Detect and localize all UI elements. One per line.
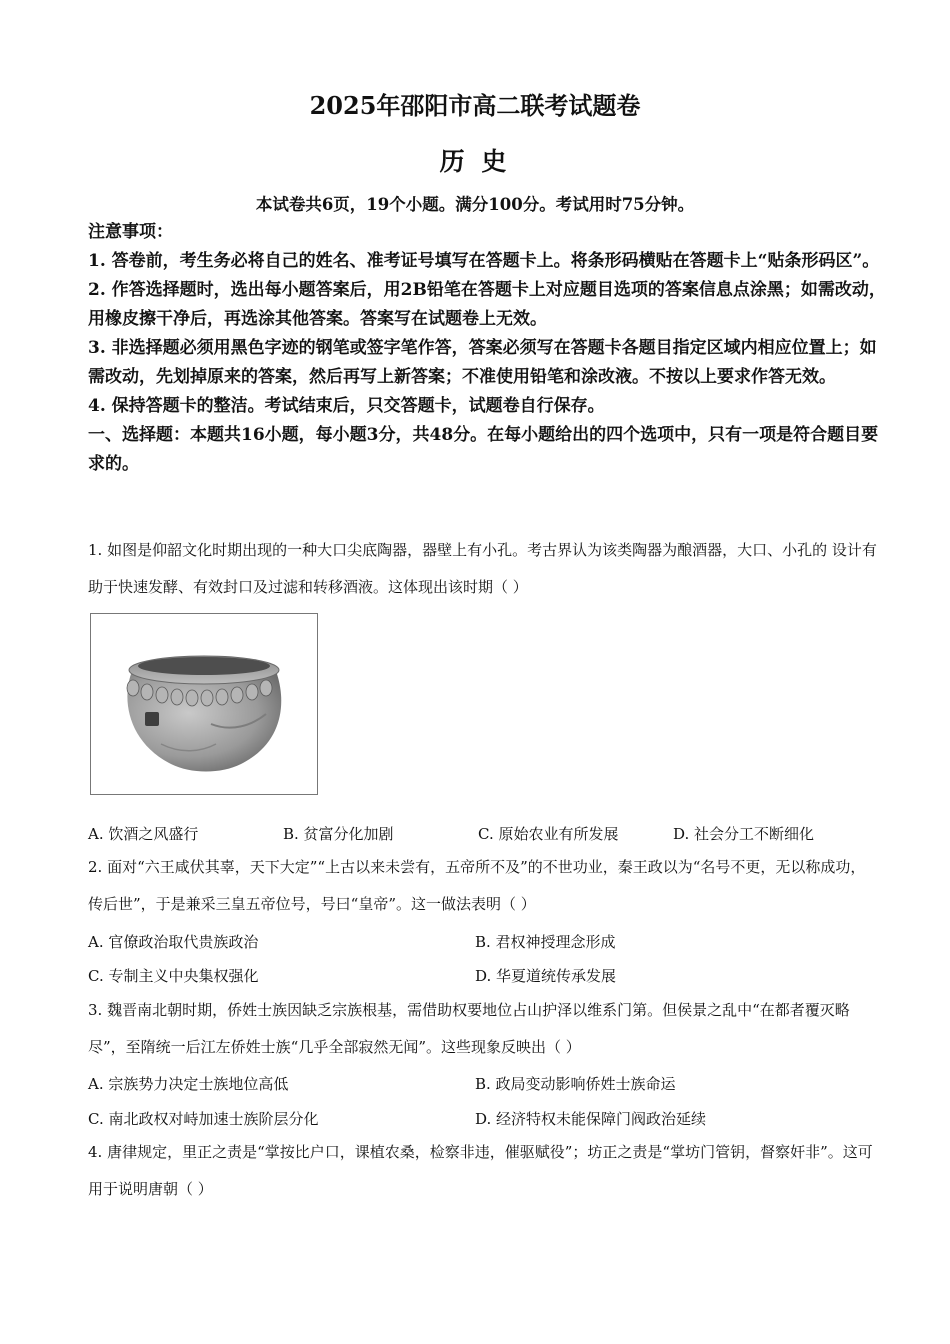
note-item: 1. 答卷前，考生务必将自己的姓名、准考证号填写在答题卡上。将条形码横贴在答题卡上“贴条形码区”。: [88, 251, 880, 271]
question-2: [88, 849, 878, 923]
question-1: [88, 532, 878, 606]
option-b[interactable]: B. 君权神授理念形成: [475, 933, 616, 951]
option-c[interactable]: C. 原始农业有所发展: [478, 825, 619, 843]
subject-title: 历 史: [439, 147, 511, 176]
question-stem: 3. 魏晋南北朝时期，侨姓士族因缺乏宗族根基，需借助权要地位占山护泽以维系门第。但侯景之乱中“在都者覆灭略尽”，至隋统一后江左侨姓士族“几乎全部寂然无闻”。这些现象反映出（ ）: [88, 1001, 850, 1056]
pottery-vessel-image: [91, 614, 317, 794]
question-1-options: [88, 823, 868, 844]
note-item: 2. 作答选择题时，选出每小题答案后，用2B铅笔在答题卡上对应题目选项的答案信息点涂黑；如需改动，用橡皮擦干净后，再选涂其他答案。答案写在试题卷上无效。: [88, 280, 886, 329]
note-item: 3. 非选择题必须用黑色字迹的钢笔或签字笔作答，答案必须写在答题卡各题目指定区域内相应位置上；如需改动，先划掉原来的答案，然后再写上新答案；不准使用铅笔和涂改液。不按以上要求作答无效。: [88, 338, 877, 387]
question-3: [88, 992, 878, 1066]
exam-title: 2025年邵阳市高二联考试题卷: [309, 91, 641, 120]
option-b[interactable]: B. 政局变动影响侨姓士族命运: [475, 1075, 676, 1093]
option-b[interactable]: B. 贫富分化加剧: [283, 825, 394, 843]
question-stem: 1. 如图是仰韶文化时期出现的一种大口尖底陶器，器壁上有小孔。考古界认为该类陶器为酿酒器，大口、小孔的 设计有助于快速发酵、有效封口及过滤和转移酒液。这体现出该时期（ ）: [88, 541, 877, 596]
exam-info: 本试卷共6页，19个小题。满分100分。考试用时75分钟。: [255, 195, 695, 214]
option-c[interactable]: C. 南北政权对峙加速士族阶层分化: [88, 1110, 319, 1128]
option-a[interactable]: A. 官僚政治取代贵族政治: [88, 933, 259, 951]
option-c[interactable]: C. 专制主义中央集权强化: [88, 967, 259, 985]
notes-block: [88, 218, 888, 479]
section-heading: 一、选择题：本题共16小题，每小题3分，共48分。在每小题给出的四个选项中，只有一项是符合题目要求的。: [88, 425, 879, 474]
option-d[interactable]: D. 华夏道统传承发展: [475, 967, 617, 985]
question-4: [88, 1134, 878, 1208]
notes-heading: 注意事项：: [88, 222, 173, 242]
option-a[interactable]: A. 饮酒之风盛行: [88, 825, 199, 843]
question-stem: 4. 唐律规定，里正之责是“掌按比户口，课植农桑，检察非违，催驱赋役”；坊正之责是“掌坊门管钥，督察奸非”。这可用于说明唐朝（ ）: [88, 1143, 873, 1198]
option-a[interactable]: A. 宗族势力决定士族地位高低: [88, 1075, 289, 1093]
note-item: 4. 保持答题卡的整洁。考试结束后，只交答题卡，试题卷自行保存。: [88, 396, 605, 416]
option-d[interactable]: D. 社会分工不断细化: [673, 825, 815, 843]
option-d[interactable]: D. 经济特权未能保障门阀政治延续: [475, 1110, 707, 1128]
pottery-figure: [90, 613, 318, 795]
question-stem: 2. 面对“六王咸伏其辜，天下大定”“上古以来未尝有，五帝所不及”的不世功业，秦王政以为“名号不更，无以称成功，传后世”，于是兼采三皇五帝位号，号曰“皇帝”。这一做法表明（ ）: [88, 858, 866, 913]
